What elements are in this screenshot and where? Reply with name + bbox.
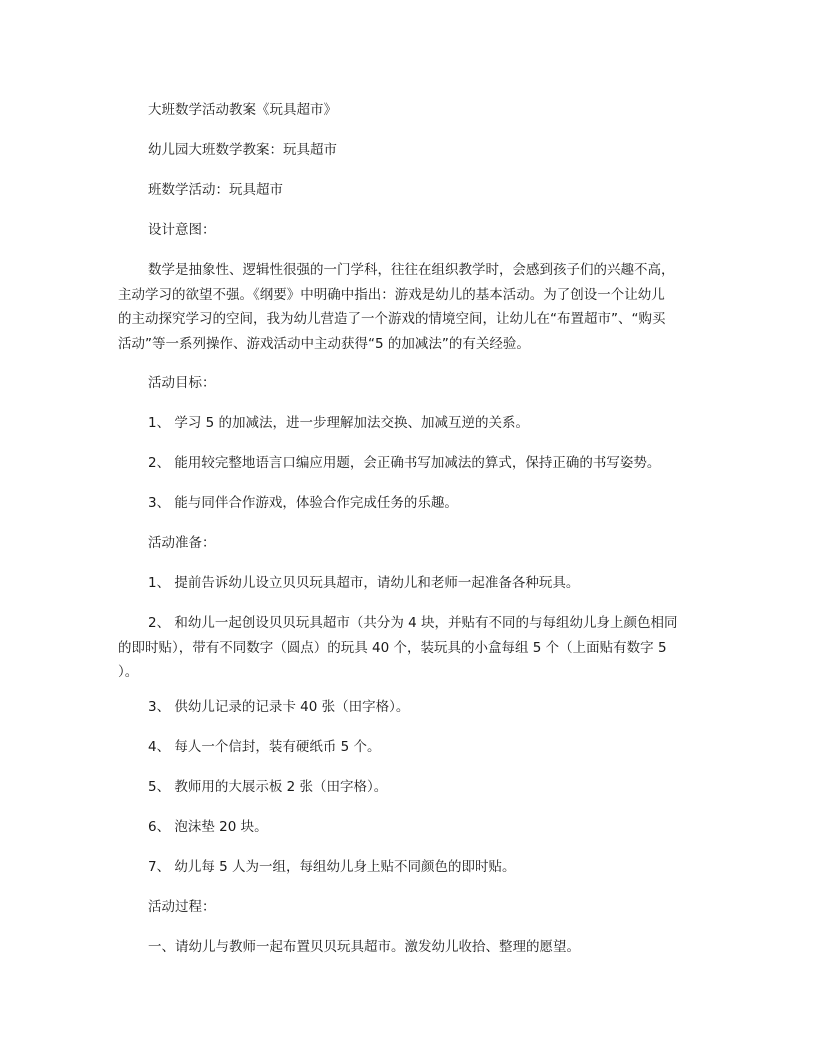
prep-item-2-line: 2、 和幼儿一起创设贝贝玩具超市（共分为 4 块，并贴有不同的与每组幼儿身上颜色相同 <box>148 615 678 631</box>
document-subtitle: 幼儿园大班数学教案：玩具超市 <box>148 142 337 158</box>
design-paragraph <box>118 258 698 356</box>
goal-item-3: 3、 能与同伴合作游戏，体验合作完成任务的乐趣。 <box>148 495 458 511</box>
prep-item-2-line: 的即时贴），带有不同数字（圆点）的玩具 40 个，装玩具的小盒每组 5 个（上面贴有数字 5 <box>118 639 667 656</box>
design-line: 的主动探究学习的空间，我为幼儿营造了一个游戏的情境空间，让幼儿在“布置超市”、“购买 <box>118 311 666 327</box>
design-line: 主动学习的欲望不强。《纲要》中明确中指出：游戏是幼儿的基本活动。为了创设一个让幼儿 <box>118 286 665 303</box>
prep-item-3: 3、 供幼儿记录的记录卡 40 张（田字格）。 <box>148 699 410 715</box>
prep-item-6: 6、 泡沫垫 20 块。 <box>148 819 268 835</box>
goal-item-1: 1、 学习 5 的加减法，进一步理解加法交换、加减互逆的关系。 <box>148 415 530 431</box>
goals-heading: 活动目标： <box>148 375 216 391</box>
prep-item-2-line: ）。 <box>118 664 139 680</box>
prep-item-4: 4、 每人一个信封，装有硬纸币 5 个。 <box>148 739 381 755</box>
process-heading: 活动过程： <box>148 899 216 915</box>
prep-heading: 活动准备： <box>148 535 216 551</box>
prep-item-7: 7、 幼儿每 5 人为一组，每组幼儿身上贴不同颜色的即时贴。 <box>148 859 516 875</box>
document-subtitle-2: 班数学活动：玩具超市 <box>148 182 283 198</box>
process-item-1: 一、请幼儿与教师一起布置贝贝玩具超市。激发幼儿收拾、整理的愿望。 <box>148 939 580 955</box>
prep-item-1: 1、 提前告诉幼儿设立贝贝玩具超市，请幼儿和老师一起准备各种玩具。 <box>148 575 580 591</box>
goal-item-2: 2、 能用较完整地语言口编应用题，会正确书写加减法的算式，保持正确的书写姿势。 <box>148 455 661 471</box>
prep-item-5: 5、 教师用的大展示板 2 张（田字格）。 <box>148 779 388 795</box>
design-line: 活动”等一系列操作、游戏活动中主动获得“5 的加减法”的有关经验。 <box>118 335 530 352</box>
design-heading: 设计意图： <box>148 222 216 238</box>
document-title: 大班数学活动教案《玩具超市》 <box>148 102 337 118</box>
prep-item-2 <box>118 611 698 685</box>
design-line: 数学是抽象性、逻辑性很强的一门学科，往往在组织教学时，会感到孩子们的兴趣不高， <box>148 262 675 278</box>
